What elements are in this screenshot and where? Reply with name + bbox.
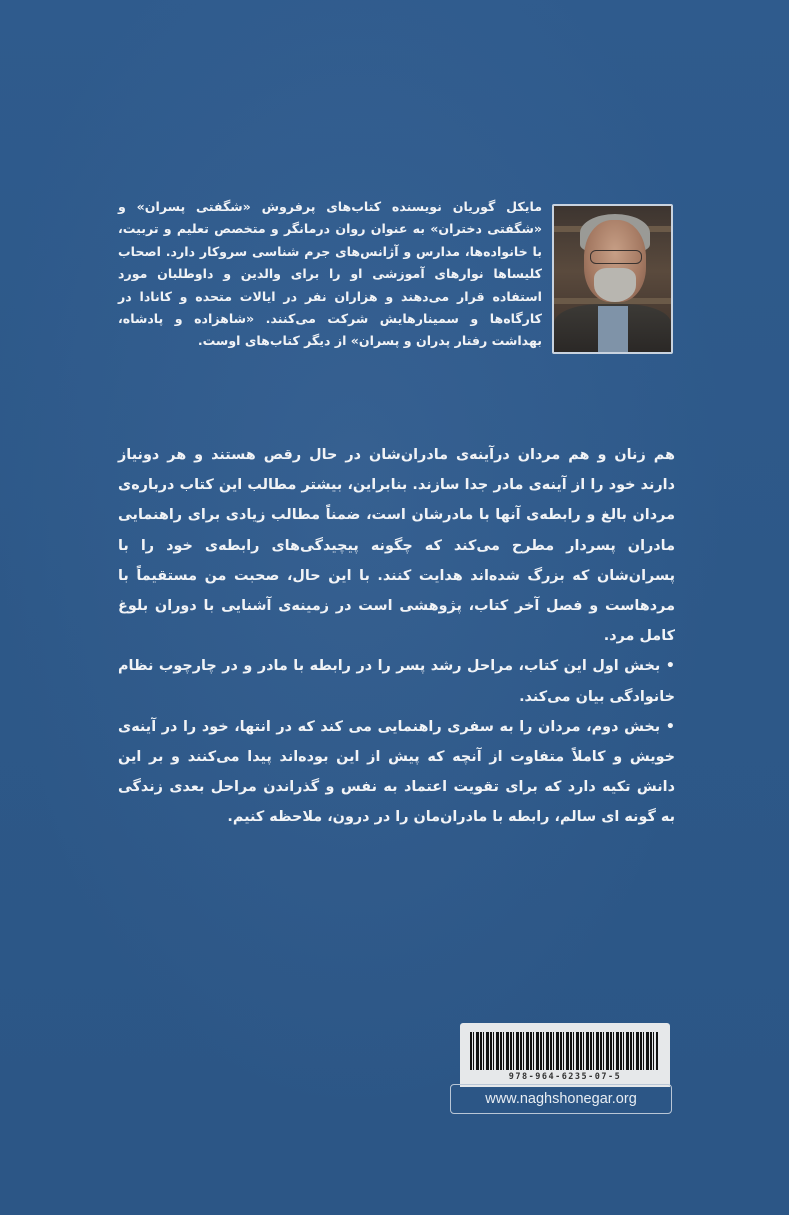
portrait-shirt: [598, 306, 628, 352]
description-paragraph: هم زنان و هم مردان درآینه‌ی مادران‌شان در حال رقص هستند و هر دونیاز دارند خود را از آینه‌ی مادر جدا سازند. بنابراین، بیشتر مطالب این کتاب درباره‌ی مردان بالغ و رابطه‌ی آنها با مادرشان است، ضمناً مطالب زیادی برای راهنمایی مادران پسردار مطرح می‌کند که چگونه پیچیدگی‌های رابطه‌ی خود را با پسران‌شان که بزرگ شده‌اند هدایت کنند. با این حال، صحبت من مستقیماً با مردهاست و فصل آخر کتاب، پژوهشی است در زمینه‌ی آشنایی با دوران بلوغ کامل مرد.: [118, 447, 675, 645]
author-bio: مایکل گوریان نویسنده کتاب‌های پرفروش «شگفتی پسران» و «شگفتی دختران» به عنوان روان درمانگر و متخصص تعلیم و تربیت، با خانواده‌ها، مدارس و آژانس‌های جرم شناسی سروکار دارد. اصحاب کلیساها نوارهای آموزشی او را برای والدین و داوطلبان مورد استفاده قرار می‌دهند و هزاران نفر در ایالات متحده و کانادا در کارگاه‌ها و سمینارهایش شرکت می‌کنند. «شاهزاده و پادشاه، بهداشت رفتار پدران و پسران» از دیگر کتاب‌های اوست.: [118, 199, 542, 349]
description-bullet-part-two: • بخش دوم، مردان را به سفری راهنمایی می کند که در انتها، خود را در آینه‌ی خویش و کاملاً متفاوت از آنچه که پیش از این بوده‌اند پیدا می‌کنند و بر این دانش تکیه دارد که برای تقویت اعتماد به نفس و گذراندن مراحل بعدی زندگی به گونه ای سالم، رابطه با مادران‌مان را در درون، ملاحظه کنیم.: [118, 712, 675, 833]
barcode-bars: [470, 1032, 658, 1070]
description-bullet-part-one: • بخش اول این کتاب، مراحل رشد پسر را در رابطه با مادر و در چارچوب نظام خانوادگی بیان می‌کند.: [118, 651, 675, 711]
author-photo: [552, 204, 673, 354]
book-description: [118, 440, 675, 833]
isbn-number: 978-964-6235-07-5: [508, 1072, 622, 1082]
portrait-glasses: [590, 250, 642, 264]
barcode: [460, 1023, 670, 1087]
publisher-website[interactable]: www.naghshonegar.org: [450, 1084, 672, 1114]
portrait-beard: [594, 268, 636, 302]
